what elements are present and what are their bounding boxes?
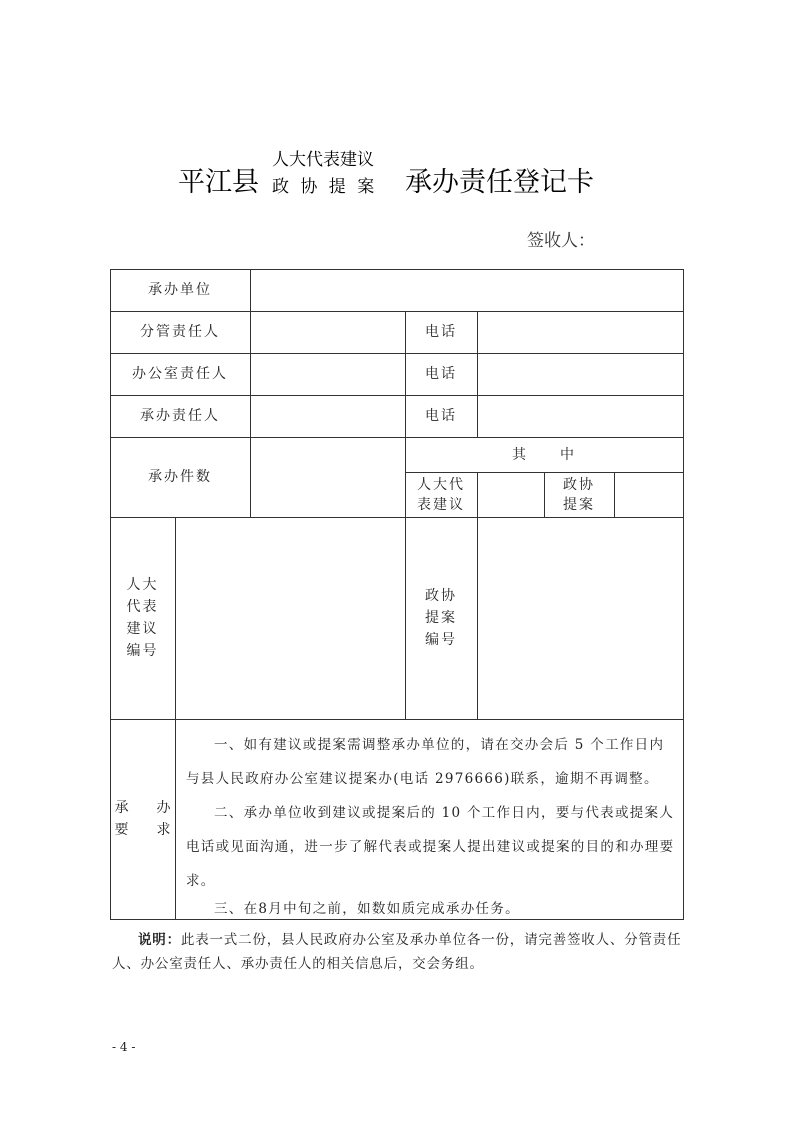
cppcc-label-line: 提案 (563, 496, 595, 513)
npc-label-line: 人大代 (417, 476, 465, 493)
cppcc-number-field[interactable] (478, 518, 683, 719)
office-phone-field[interactable] (478, 354, 683, 395)
title-suffix: 承办责任登记卡 (405, 167, 594, 198)
label-line: 编号 (425, 632, 457, 648)
label-line: 建议 (126, 621, 159, 637)
label-line: 人大 (126, 577, 159, 593)
npc-label-line: 表建议 (417, 496, 465, 513)
label-line: 承 办 (114, 800, 171, 816)
leader-phone-label: 电话 (425, 324, 457, 340)
requirements-label (110, 719, 175, 919)
unit-field[interactable] (251, 270, 683, 311)
handler-field[interactable] (251, 396, 405, 437)
leader-field[interactable] (251, 312, 405, 353)
cppcc-count-field[interactable] (615, 473, 683, 517)
title-stack-top: 人大代表建议 (272, 150, 374, 170)
leader-phone-field[interactable] (478, 312, 683, 353)
handler-phone-label: 电话 (425, 408, 457, 424)
npc-count-field[interactable] (478, 473, 544, 517)
npc-number-field[interactable] (176, 518, 405, 719)
requirement-2: 二、承办单位收到建议或提案后的 10 个工作日内，要与代表或提案人电话或见面沟通，进一步了解代表或提案人提出建议或提案的目的和办理要求。 (186, 805, 675, 889)
count-label: 承办件数 (148, 469, 212, 485)
office-label: 办公室责任人 (132, 366, 228, 382)
title-stack-bottom: 政 协 提 案 (272, 177, 378, 197)
label-line: 代表 (126, 599, 159, 615)
title-prefix: 平江县 (178, 167, 259, 198)
label-line: 提案 (425, 610, 457, 626)
unit-label: 承办单位 (148, 282, 212, 298)
note-text: 此表一式二份，县人民政府办公室及承办单位各一份，请完善签收人、分管责任人、办公室责任人、承办责任人的相关信息后，交会务组。 (112, 932, 682, 972)
label-line: 编号 (126, 643, 159, 659)
note-label: 说明： (138, 932, 181, 948)
office-phone-label: 电话 (425, 366, 457, 382)
label-line: 要 求 (114, 822, 171, 838)
cppcc-label-line: 政协 (563, 476, 595, 493)
cppcc-number-label (405, 517, 477, 719)
requirement-3: 三、在8月中旬之前，如数如质完成承办任务。 (214, 901, 520, 917)
note (112, 928, 684, 976)
npc-count-label (405, 472, 477, 517)
cppcc-count-label (544, 472, 614, 517)
npc-number-label (110, 517, 175, 719)
among-label: 其 中 (512, 446, 576, 463)
requirement-1: 一、如有建议或提案需调整承办单位的，请在交办会后 5 个工作日内与县人民政府办公室建议提案办(电话 2976666)联系，逾期不再调整。 (186, 737, 665, 787)
office-field[interactable] (251, 354, 405, 395)
signer-label: 签收人： (527, 231, 595, 251)
leader-label: 分管责任人 (140, 324, 220, 340)
label-line: 政协 (425, 588, 457, 604)
count-field[interactable] (251, 438, 405, 517)
handler-phone-field[interactable] (478, 396, 683, 437)
page-number: - 4 - (112, 1040, 136, 1054)
handler-label: 承办责任人 (140, 408, 220, 424)
